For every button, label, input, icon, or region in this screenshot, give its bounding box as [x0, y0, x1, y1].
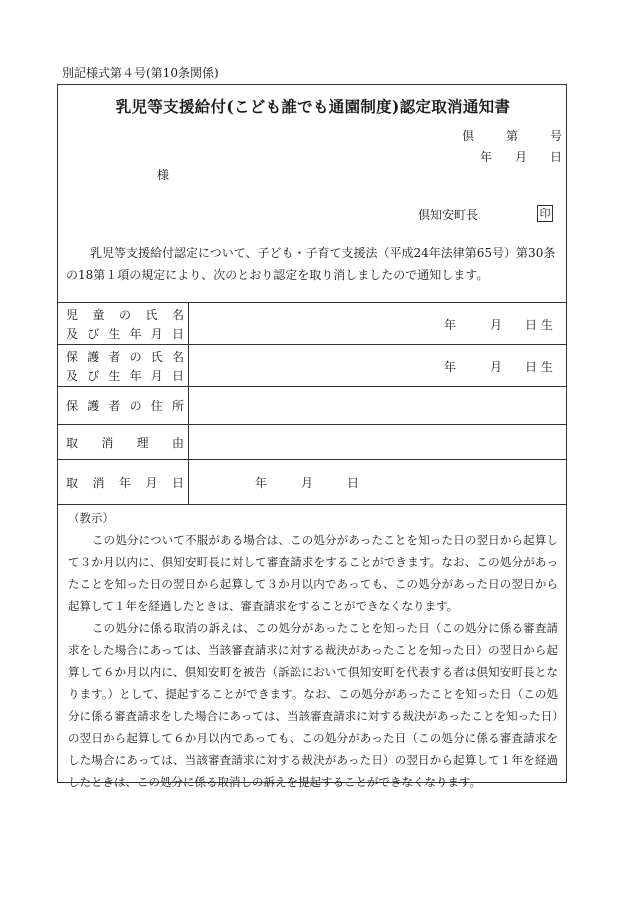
issue-date-month: 月: [515, 150, 528, 164]
table-row-address: [58, 387, 566, 425]
label-line: 保 護 者 の 住 所: [66, 399, 184, 413]
child-birth-year: 年: [444, 318, 457, 332]
child-birth-month: 月: [490, 318, 503, 332]
issuer-name: 倶知安町長: [418, 208, 479, 222]
table-row-child: [58, 303, 566, 345]
appeal-paragraph: この処分について不服がある場合は、この処分があったことを知った日の翌日から起算して３か月以内に、倶知安町長に対して審査請求をすることができます。なお、この処分があったことを知った日の翌日から起算して３か月以内であっても、この処分があった日の翌日から起算して１年を経過したときは、審査請求をすることができなくなります。: [68, 533, 558, 613]
appeal-paragraph: この処分に係る取消の訴えは、この処分があったことを知った日（この処分に係る審査請求をした場合にあっては、当該審査請求に対する裁決があったことを知った日）の翌日から起算して６か月以内に、倶知安町を被告（訴訟において倶知安町を代表する者は倶知安町長となります。）として、提起することができます。なお、この処分があったことを知った日（この処分に係る審査請求をした場合にあっては、当該審査請求に対する裁決があったことを知った日）の翌日から起算して６か月以内であっても、この処分があった日（この処分に係る審査請求をした場合にあっては、当該審査請求に対する裁決があった日）の翌日から起算して１年を経過したときは、この処分に係る取消しの訴えを提起することができなくなります。: [68, 621, 558, 789]
document-title: 乳児等支援給付(こども誰でも通園制度)認定取消通知書: [115, 97, 511, 116]
addressee-suffix: 様: [157, 168, 170, 182]
table-row-reason: [58, 425, 566, 460]
row-label: [58, 303, 189, 344]
form-number-label: 別記様式第４号(第10条関係): [62, 66, 219, 80]
row-label: [58, 425, 189, 459]
guardian-birth-day: 日 生: [525, 360, 553, 374]
guardian-birth-year: 年: [444, 360, 457, 374]
appeal-body: [68, 529, 558, 793]
issue-date-year: 年: [480, 150, 493, 164]
seal-stamp-mark: 印: [537, 205, 553, 222]
label-line: 及 び 生 年 月 日: [66, 327, 184, 341]
intro-paragraph: 乳児等支援給付認定について、子ども・子育て支援法（平成24年法律第65号）第30条の18第１項の規定により、次のとおり認定を取り消しましたので通知します。: [66, 246, 556, 282]
label-line: 取 消 年 月 日: [66, 476, 184, 490]
intro-text: [66, 242, 560, 286]
row-label: [58, 387, 189, 424]
table-row-guardian: [58, 345, 566, 387]
doc-number-prefix: 倶: [462, 129, 475, 143]
label-line: 児 童 の 氏 名: [66, 308, 184, 322]
guardian-birth-month: 月: [490, 360, 503, 374]
details-table: [58, 302, 566, 505]
cancel-month: 月: [301, 476, 314, 490]
child-birth-day: 日 生: [525, 318, 553, 332]
doc-number-dai: 第: [506, 129, 519, 143]
cancel-year: 年: [255, 476, 268, 490]
notice-form: [57, 84, 567, 789]
table-row-cancel-date: [58, 460, 566, 505]
row-label: [58, 460, 189, 504]
label-line: 取 消 理 由: [66, 436, 184, 450]
row-label: [58, 345, 189, 386]
appeal-heading: （教示）: [68, 511, 114, 525]
issue-date-day: 日: [550, 150, 563, 164]
label-line: 及 び 生 年 月 日: [66, 369, 184, 383]
label-line: 保 護 者 の 氏 名: [66, 350, 184, 364]
doc-number-go: 号: [550, 129, 563, 143]
cancel-day: 日: [347, 476, 360, 490]
